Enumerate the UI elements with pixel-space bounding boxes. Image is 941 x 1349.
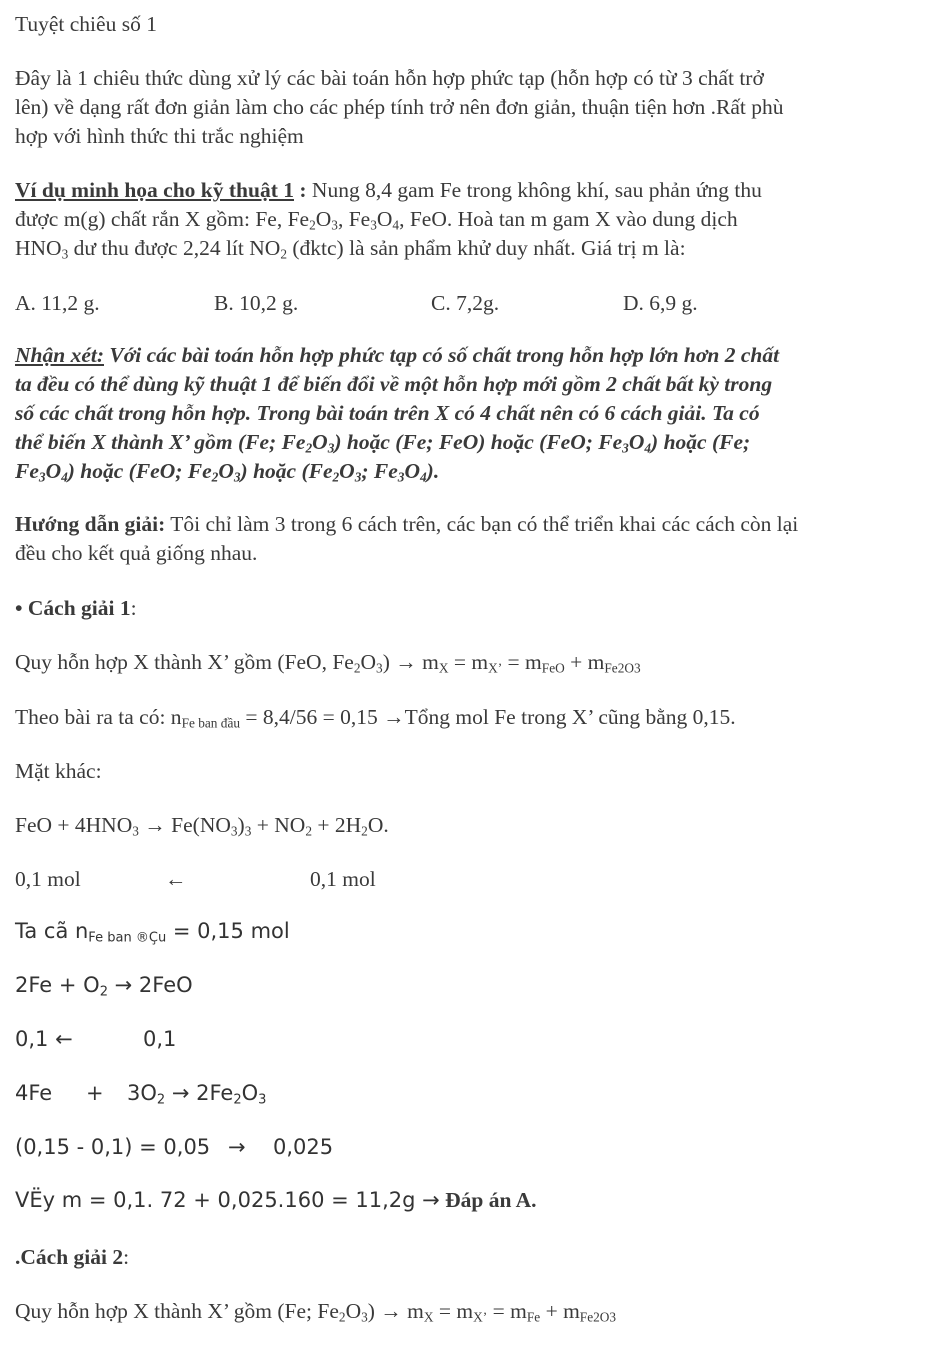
text: (đktc) là sản phẩm khử duy nhất. Giá trị m là:	[286, 236, 686, 260]
text: Quy hỗn hợp X thành X’ gồm (Fe; Fe	[15, 1299, 339, 1323]
text: O	[241, 1081, 259, 1105]
option-b: B. 10,2 g.	[214, 291, 299, 315]
row3-right: 0,025	[273, 1135, 334, 1159]
text: HNO	[15, 236, 62, 260]
text: , FeO. Hoà tan m gam X vào dung dịch	[399, 207, 738, 231]
eq3-reactant-fe: 4Fe	[15, 1081, 53, 1105]
text: ) hoặc (Fe; FeO) hoặc (FeO; Fe	[334, 430, 623, 454]
mol-left: 0,1 mol	[15, 867, 81, 891]
subscript: 3	[397, 469, 405, 485]
subscript: 2	[332, 469, 340, 485]
subscript: 4	[61, 469, 68, 485]
text: = m	[502, 650, 542, 674]
mol-right: 0,1 mol	[310, 867, 376, 891]
text: 2Fe	[196, 1081, 234, 1105]
method1-conclusion	[15, 1186, 537, 1215]
text: O	[315, 207, 332, 231]
intro-line: Đây là 1 chiêu thức dùng xử lý các bài toán hỗn hợp phức tạp (hỗn hợp có từ 3 chất trở	[15, 66, 764, 90]
subscript: 2	[211, 469, 219, 485]
guide-label: Hướng dẫn giải:	[15, 512, 166, 536]
text: 3O	[127, 1081, 157, 1105]
subscript: 3	[233, 469, 241, 485]
subscript: 4	[420, 469, 427, 485]
method1-theo	[15, 703, 736, 732]
method1-quy	[15, 648, 641, 677]
row2-right: 0,1	[143, 1027, 177, 1051]
text: FeO + 4HNO	[15, 813, 133, 837]
example-line-3	[15, 234, 686, 263]
text: , Fe	[337, 207, 371, 231]
guide-line-1	[15, 510, 798, 539]
text: Ta cã n	[15, 919, 89, 943]
example-colon: :	[294, 178, 307, 202]
method1-equation-1	[15, 811, 389, 840]
subscript: 3	[230, 823, 238, 839]
text: 2Fe + O	[15, 973, 100, 997]
method1-mat-khac: Mặt khác:	[15, 759, 102, 783]
text: ).	[426, 459, 440, 483]
subscript: 2	[361, 823, 368, 839]
text: O	[218, 459, 234, 483]
text: thể biến X thành X’ gồm (Fe; Fe	[15, 430, 306, 454]
subscript: 3	[354, 469, 362, 485]
text: ) → m	[367, 1299, 424, 1323]
text: dư thu được 2,24 lít NO	[68, 236, 281, 260]
example-line-2	[15, 205, 738, 234]
text: ) → m	[382, 650, 439, 674]
text: = m	[448, 650, 489, 674]
subscript: 3	[258, 1092, 267, 1108]
text: O	[45, 459, 62, 483]
example-text: Nung 8,4 gam Fe trong không khí, sau phản ứng thu	[306, 178, 762, 202]
text: Tôi chỉ làm 3 trong 6 cách trên, các bạn có thể triển khai các cách còn lại	[165, 512, 799, 536]
subscript: Fe ban đầu	[181, 715, 241, 731]
heading-colon: :	[130, 596, 137, 620]
text: + m	[564, 650, 605, 674]
subscript: 3	[376, 660, 383, 676]
text: = m	[487, 1299, 527, 1323]
subscript: 2	[280, 246, 287, 262]
remark-line-2: ta đều có thể dùng kỹ thuật 1 để biến đổi về một hỗn hợp mới gồm 2 chất bất kỳ trong	[15, 372, 773, 396]
subscript: 2	[338, 1309, 346, 1325]
method1-heading	[15, 594, 137, 623]
remark-line-4	[15, 428, 750, 457]
subscript: 2	[233, 1092, 242, 1108]
subscript: Fe2O3	[579, 1309, 617, 1325]
option-a: A. 11,2 g.	[15, 291, 100, 315]
subscript: Fe2O3	[604, 660, 641, 676]
text: = 0,15 mol	[166, 919, 290, 943]
remark-line-3: số các chất trong hỗn hợp. Trong bài toán trên X có 4 chất nên có 6 cách giải. Ta có	[15, 401, 760, 425]
text: + m	[540, 1299, 580, 1323]
eq3-rest	[127, 1079, 266, 1108]
guide-line-2: đều cho kết quả giống nhau.	[15, 541, 258, 565]
text: ) hoặc (FeO; Fe	[67, 459, 212, 483]
text: ; Fe	[361, 459, 398, 483]
subscript: X’	[488, 660, 503, 676]
subscript: 3	[244, 823, 252, 839]
example-label: Ví dụ minh họa cho kỹ thuật 1	[15, 178, 294, 202]
subscript: 2	[99, 984, 108, 1000]
text: → 2FeO	[107, 973, 193, 997]
subscript: FeO	[541, 660, 565, 676]
method1-equation-2	[15, 971, 193, 1000]
text: Với các bài toán hỗn hợp phức tạp có số chất trong hỗn hợp lớn hơn 2 chất	[104, 343, 780, 367]
subscript: Fe ban ®Çu	[88, 930, 167, 946]
text: →	[165, 1081, 197, 1105]
intro-line: lên) về dạng rất đơn giản làm cho các phép tính trở nên đơn giản, thuận tiện hơn .Rất phù	[15, 95, 784, 119]
subscript: 3	[331, 217, 338, 233]
heading-text: • Cách giải 1	[15, 596, 131, 620]
answer-text: Đáp án A.	[439, 1188, 537, 1212]
option-c: C. 7,2g.	[431, 291, 500, 315]
subscript: 3	[327, 440, 335, 456]
subscript: X	[438, 660, 449, 676]
intro-line: hợp với hình thức thi trắc nghiệm	[15, 124, 304, 148]
text: O	[360, 650, 377, 674]
text: + 2H	[312, 813, 362, 837]
subscript: 3	[361, 1309, 368, 1325]
row3-left: (0,15 - 0,1) = 0,05	[15, 1135, 211, 1159]
method2-heading	[15, 1243, 129, 1272]
text: Quy hỗn hợp X thành X’ gồm (FeO, Fe	[15, 650, 354, 674]
page-title: Tuyệt chiêu số 1	[15, 12, 157, 36]
conclusion-text: VËy m = 0,1. 72 + 0,025.160 = 11,2g →	[15, 1188, 440, 1212]
method1-taco	[15, 917, 290, 952]
text: + NO	[251, 813, 306, 837]
subscript: 2	[156, 1092, 166, 1108]
remark-label: Nhận xét:	[15, 343, 104, 367]
text: Fe	[15, 459, 39, 483]
remark-line-1	[15, 341, 779, 370]
text: O	[312, 430, 328, 454]
subscript: Fe	[526, 1309, 541, 1325]
text: → Fe(NO	[138, 813, 231, 837]
subscript: 3	[132, 823, 139, 839]
row2-left: 0,1 ←	[15, 1027, 73, 1051]
subscript: 2	[305, 440, 313, 456]
method2-quy	[15, 1297, 616, 1326]
text: được m(g) chất rắn X gồm: Fe, Fe	[15, 207, 310, 231]
subscript: 3	[622, 440, 629, 456]
heading-colon: :	[123, 1245, 130, 1269]
text: = 8,4/56 = 0,15 →Tổng mol Fe trong X’ cũng bằng 0,15.	[240, 705, 736, 729]
text: O	[345, 1299, 362, 1323]
subscript: 2	[309, 217, 316, 233]
subscript: 3	[61, 246, 69, 262]
subscript: 3	[38, 469, 46, 485]
mol-arrow: ←	[165, 867, 187, 891]
row3-arrow: →	[228, 1135, 246, 1159]
text: O	[404, 459, 420, 483]
text: Theo bài ra ta có: n	[15, 705, 182, 729]
text: O	[376, 207, 393, 231]
subscript: 4	[392, 217, 400, 233]
subscript: X	[423, 1309, 434, 1325]
text: O	[628, 430, 645, 454]
remark-line-5	[15, 457, 439, 486]
text: ) hoặc (Fe	[240, 459, 333, 483]
text: O	[339, 459, 355, 483]
subscript: X’	[473, 1309, 488, 1325]
heading-text: .Cách giải 2	[15, 1245, 124, 1269]
text: = m	[433, 1299, 474, 1323]
subscript: 4	[644, 440, 652, 456]
text: )	[237, 813, 245, 837]
eq3-plus: +	[86, 1081, 104, 1105]
subscript: 2	[353, 660, 361, 676]
subscript: 2	[305, 823, 312, 839]
text: O.	[367, 813, 389, 837]
option-d: D. 6,9 g.	[623, 291, 698, 315]
text: ) hoặc (Fe;	[651, 430, 751, 454]
example-line-1	[15, 176, 762, 205]
subscript: 3	[370, 217, 377, 233]
